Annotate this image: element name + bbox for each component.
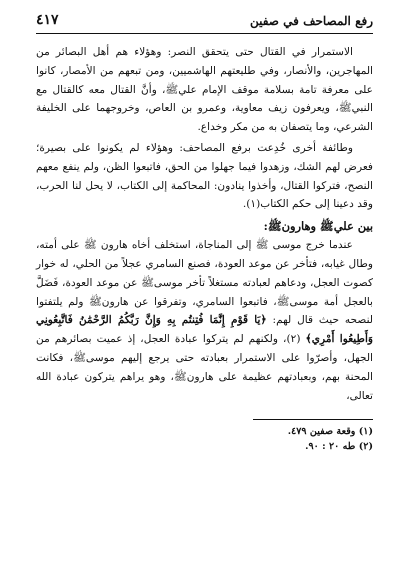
paragraph-3-text-a: عندما خرج موسى ﷺ إلى المناجاة، استخلف أخاه هارون ﷺ على أمته، وطال غيابه، فتأخر عن موعد العودة، فصنع السامري عجلاً من الحلي، له خوار كصوت العجل، ودعاهم لعبادته مستغلاً تأخر موسىﷺ عن موعد العودة، فَضَلَّ بالعجل أمة موسىﷺ، فاتبعوا السامري، وتفرقوا عن هارونﷺ ولم يلتفتوا لنصحه حيث قال لهم: bbox=[36, 239, 373, 327]
footnotes bbox=[36, 424, 373, 454]
paragraph-1: الاستمرار في القتال حتى يتحقق النصر: وهؤلاء هم أهل البصائر من المهاجرين، والأنصار، وفي طليعتهم الهاشميين، ومن تبعهم من الأمصار، كانوا على معرفة تامة بسلامة موقف الإمام عليﷺ، وأنَّ القتال معه كالقتال مع النبيﷺ، ويعرفون زيف معاوية، وعمرو بن العاص، وخروجهما على الخليفة الشرعي، وما يتصفان به من مكر وخداع. bbox=[36, 46, 373, 134]
section-heading: بين عليﷺ وهارونﷺ: bbox=[263, 219, 373, 234]
paragraph-2-text: وطائفة أخرى خُدِعت برفع المصاحف: وهؤلاء لم يكونوا على بصيرة؛ فعرض لهم الشك، وزهدوا فيما جهلوا من الحق، فاتبعوا الظن، ولم ينفع معهم النصح، فتركوا القتال، وأخذوا ينادون: المحاكمة إلى الكتاب، لا يحل لنا الحرب، وقد دعينا إلى حكم الكتاب bbox=[36, 141, 373, 211]
paragraph-3-text-b: ولكنهم لم يتركوا عبادة العجل، إذ عميت بصائرهم من الجهل، وأصرّوا على الاستمرار بعبادته حتى يرجع إليهم موسىﷺ، فكانت المحنة بهم، وبعبادتهم عظيمة على هارونﷺ، وهو يراهم يتركون عبادة الله تعالى، bbox=[36, 333, 373, 402]
footnote-ref-2: (٢)، bbox=[283, 333, 301, 346]
page-body bbox=[36, 43, 373, 405]
page-number: ٤١٧ bbox=[36, 12, 59, 28]
page-header bbox=[36, 12, 373, 34]
running-title: رفع المصاحف في صفين bbox=[249, 14, 373, 28]
quran-quote: ﴿يَا قَوْمِ إِنَّمَا فُتِنتُم بِهِ وَإِنَّ رَبَّكُمُ الرَّحْمَٰنُ فَاتَّبِعُونِي وَأَطِيعُوا أَمْرِي﴾ bbox=[36, 314, 373, 346]
footnote-1: (١) وقعة صفين ٤٧٩. bbox=[287, 426, 373, 438]
footnote-separator bbox=[253, 419, 373, 420]
paragraph-2 bbox=[36, 139, 373, 214]
footnote-ref-1: (١). bbox=[242, 198, 261, 211]
footnote-2: (٢) طه ٢٠ : ٩٠. bbox=[305, 441, 373, 453]
paragraph-3 bbox=[36, 236, 373, 405]
